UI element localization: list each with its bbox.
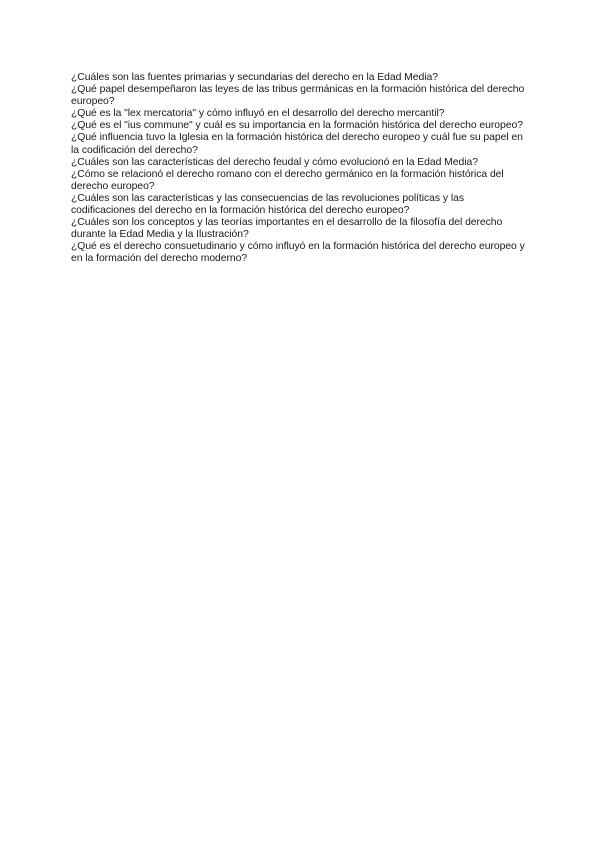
question-item: ¿Cuáles son las características del derecho feudal y cómo evolucionó en la Edad Media? (71, 156, 478, 168)
question-item: ¿Cuáles son los conceptos y las teorías importantes en el desarrollo de la filosofía del derecho durante la Edad Media y la Ilustración? (71, 217, 503, 241)
question-list (71, 72, 531, 266)
question-item: ¿Qué papel desempeñaron las leyes de las tribus germánicas en la formación histórica del derecho europeo? (71, 84, 525, 108)
question-item: ¿Qué es el derecho consuetudinario y cómo influyó en la formación histórica del derecho europeo y en la formación del derecho moderno? (71, 241, 525, 265)
question-item: ¿Cuáles son las fuentes primarias y secundarias del derecho en la Edad Media? (71, 72, 438, 83)
question-item: ¿Qué es la "lex mercatoria" y cómo influyó en el desarrollo del derecho mercantil? (71, 108, 445, 120)
question-item: ¿Cómo se relacionó el derecho romano con el derecho germánico en la formación histórica del derecho europeo? (71, 168, 504, 192)
question-item: ¿Qué influencia tuvo la Iglesia en la formación histórica del derecho europeo y cuál fue su papel en la codificación del derecho? (71, 132, 523, 156)
question-item: ¿Qué es el "ius commune" y cuál es su importancia en la formación histórica del derecho europeo? (71, 120, 523, 132)
question-item: ¿Cuáles son las características y las consecuencias de las revoluciones políticas y las codificaciones del derecho en la formación histórica del derecho europeo? (71, 192, 464, 217)
